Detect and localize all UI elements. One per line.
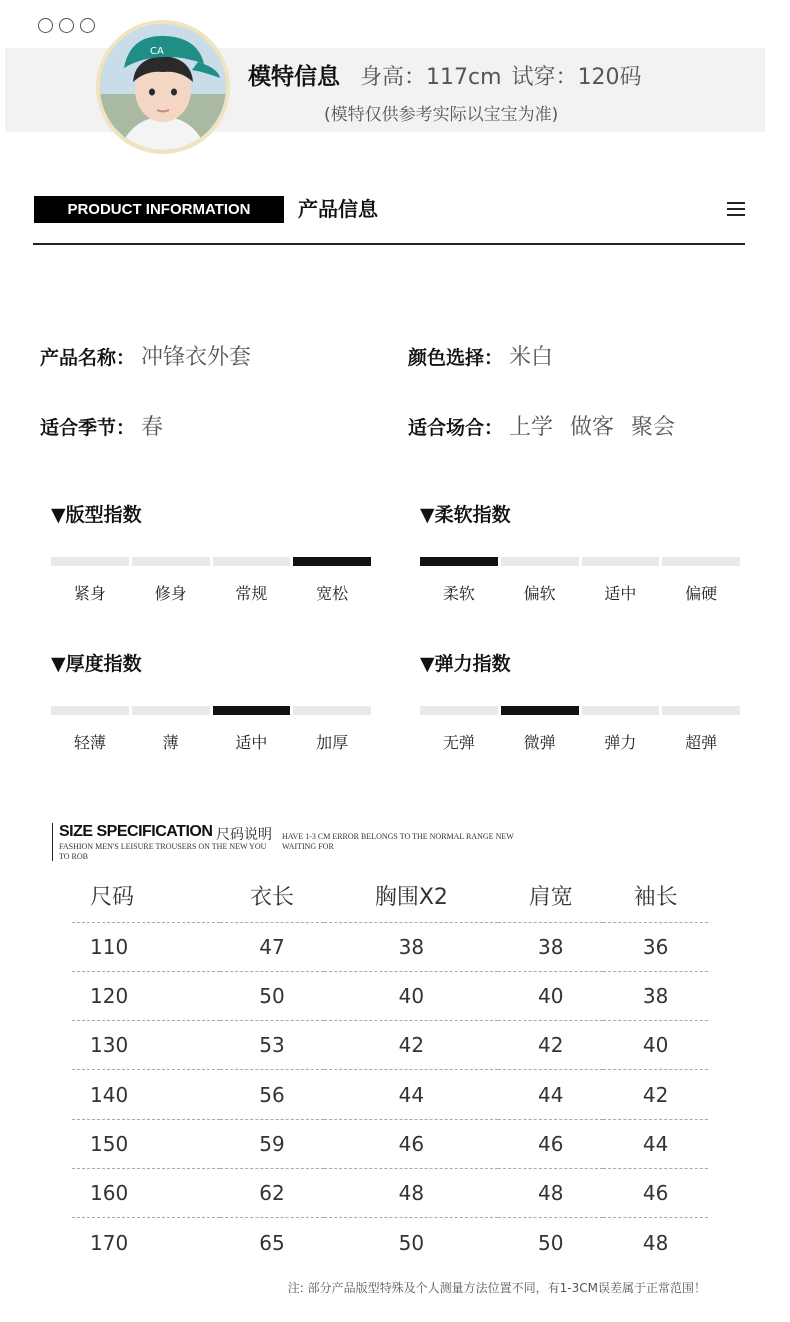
table-cell: 50	[220, 971, 325, 1020]
model-info-title: 模特信息	[248, 64, 340, 90]
table-cell: 47	[220, 922, 325, 971]
table-row	[72, 1021, 708, 1070]
table-cell: 50	[538, 1230, 564, 1255]
window-control-circle-icon[interactable]	[38, 18, 53, 33]
index-option: 轻薄	[73, 733, 106, 752]
model-height-label: 身高：	[360, 65, 427, 90]
column-header: 袖长	[603, 870, 708, 922]
table-cell: 59	[220, 1119, 325, 1168]
index-option: 适中	[235, 733, 268, 752]
index-bar	[582, 557, 660, 566]
table-cell: 44	[498, 1070, 603, 1119]
table-cell: 36	[603, 922, 708, 971]
occasion-item: 上学	[509, 415, 554, 440]
index-option: 无弹	[442, 733, 475, 752]
index-option: 修身	[154, 584, 187, 603]
index-bar	[582, 706, 660, 715]
index-bar	[420, 706, 498, 715]
index-labels	[420, 581, 740, 604]
index-title: ▼弹力指数	[420, 653, 511, 675]
table-cell: 40	[603, 1021, 708, 1070]
index-option: 柔软	[442, 584, 475, 603]
index-option: 宽松	[316, 584, 349, 603]
model-height-value: 117cm	[426, 65, 502, 90]
attr-value: 春	[141, 415, 164, 440]
index-bar	[501, 557, 579, 566]
table-cell: 65	[259, 1230, 285, 1255]
child-portrait-icon	[100, 24, 226, 150]
index-option: 微弹	[523, 733, 556, 752]
index-option: 偏软	[523, 584, 556, 603]
index-bar	[662, 706, 740, 715]
index-option: 紧身	[73, 584, 106, 603]
table-cell: 42	[324, 1021, 498, 1070]
attr-occasion	[408, 410, 685, 441]
table-cell: 48	[498, 1168, 603, 1217]
table-cell: 42	[498, 1021, 603, 1070]
svg-text:CA: CA	[150, 46, 164, 57]
attr-value	[509, 410, 685, 441]
thickness-index	[51, 649, 371, 752]
attr-label: 适合场合：	[408, 417, 504, 439]
table-cell: 44	[603, 1119, 708, 1168]
table-cell: 150	[72, 1119, 220, 1168]
index-title: ▼厚度指数	[51, 653, 142, 675]
index-title: ▼版型指数	[51, 504, 142, 526]
elasticity-index	[420, 649, 740, 752]
column-header: 肩宽	[498, 870, 603, 922]
index-bar	[132, 557, 210, 566]
table-cell: 46	[324, 1119, 498, 1168]
index-option: 加厚	[316, 733, 349, 752]
table-cell: 170	[90, 1230, 129, 1255]
section-divider	[33, 243, 745, 245]
table-cell: 38	[603, 971, 708, 1020]
model-avatar	[96, 20, 230, 154]
index-bar	[213, 706, 291, 715]
attr-color	[408, 340, 553, 371]
menu-icon[interactable]	[727, 202, 745, 216]
table-row	[72, 1119, 708, 1168]
table-cell: 46	[603, 1168, 708, 1217]
index-title: ▼柔软指数	[420, 504, 511, 526]
column-header: 胸围X2	[324, 870, 498, 922]
table-cell: 40	[498, 971, 603, 1020]
index-labels	[51, 581, 371, 604]
size-spec-title-cn: 尺码说明	[216, 827, 272, 843]
attr-value: 米白	[509, 345, 554, 370]
size-spec-subtitle-left: FASHION MEN'S LEISURE TROUSERS ON THE NEW YOU TO ROB	[59, 842, 267, 861]
table-cell: 53	[220, 1021, 325, 1070]
size-footnote: 注: 部分产品版型特殊及个人测量方法位置不同，有1-3CM误差属于正常范围！	[287, 1281, 706, 1295]
column-header: 衣长	[220, 870, 325, 922]
table-row	[72, 971, 708, 1020]
softness-index	[420, 500, 740, 603]
size-spec-header	[52, 823, 552, 861]
table-cell: 160	[72, 1168, 220, 1217]
index-bar	[51, 557, 129, 566]
product-info-badge: PRODUCT INFORMATION	[34, 196, 284, 223]
table-row	[72, 1218, 708, 1267]
table-cell: 120	[72, 971, 220, 1020]
attr-product-name	[40, 340, 251, 371]
occasion-item: 做客	[570, 415, 615, 440]
table-row	[72, 922, 708, 971]
index-option: 适中	[604, 584, 637, 603]
model-size-value: 120码	[577, 65, 642, 90]
model-info-line	[248, 58, 642, 91]
size-table	[72, 870, 708, 1267]
table-cell: 46	[498, 1119, 603, 1168]
index-option: 偏硬	[685, 584, 718, 603]
product-info-title: 产品信息	[298, 197, 378, 221]
table-cell: 44	[324, 1070, 498, 1119]
size-spec-subtitle-right: HAVE 1-3 CM ERROR BELONGS TO THE NORMAL RANGE NEW WAITING FOR	[282, 832, 514, 851]
index-bar	[51, 706, 129, 715]
index-bar	[501, 706, 579, 715]
index-bar	[293, 706, 371, 715]
table-cell: 48	[642, 1230, 669, 1255]
occasion-item: 聚会	[631, 415, 676, 440]
index-bars	[420, 557, 740, 566]
table-cell: 62	[220, 1168, 325, 1217]
table-cell: 42	[603, 1070, 708, 1119]
table-header-row	[72, 870, 708, 922]
table-cell: 40	[324, 971, 498, 1020]
index-bar	[213, 557, 291, 566]
index-labels	[51, 730, 371, 753]
fit-index	[51, 500, 371, 603]
table-cell: 130	[72, 1021, 220, 1070]
index-bars	[51, 706, 371, 715]
index-labels	[420, 730, 740, 753]
window-controls	[38, 18, 95, 33]
attr-label: 产品名称：	[40, 347, 136, 369]
table-cell: 56	[220, 1070, 325, 1119]
window-control-circle-icon[interactable]	[59, 18, 74, 33]
table-row	[72, 1070, 708, 1119]
column-header: 尺码	[72, 870, 220, 922]
attr-label: 颜色选择：	[408, 347, 504, 369]
model-size-label: 试穿：	[511, 65, 578, 90]
index-option: 超弹	[685, 733, 718, 752]
table-cell: 140	[72, 1070, 220, 1119]
index-bar	[420, 557, 498, 566]
index-bar	[662, 557, 740, 566]
table-cell: 110	[72, 922, 220, 971]
index-bar	[293, 557, 371, 566]
index-option: 常规	[235, 584, 268, 603]
model-note: (模特仅供参考实际以宝宝为准)	[324, 105, 559, 125]
table-cell: 38	[324, 922, 498, 971]
size-spec-title: SIZE SPECIFICATION	[59, 823, 213, 840]
index-bar	[132, 706, 210, 715]
attr-season	[40, 410, 163, 441]
index-bars	[420, 706, 740, 715]
attr-label: 适合季节：	[40, 417, 136, 439]
index-bars	[51, 557, 371, 566]
window-control-circle-icon[interactable]	[80, 18, 95, 33]
index-option: 薄	[162, 733, 179, 752]
table-cell: 38	[498, 922, 603, 971]
table-row	[72, 1168, 708, 1217]
index-option: 弹力	[604, 733, 637, 752]
model-photo	[100, 24, 226, 150]
table-cell: 48	[324, 1168, 498, 1217]
table-cell: 50	[398, 1230, 425, 1255]
attr-value: 冲锋衣外套	[141, 345, 252, 370]
